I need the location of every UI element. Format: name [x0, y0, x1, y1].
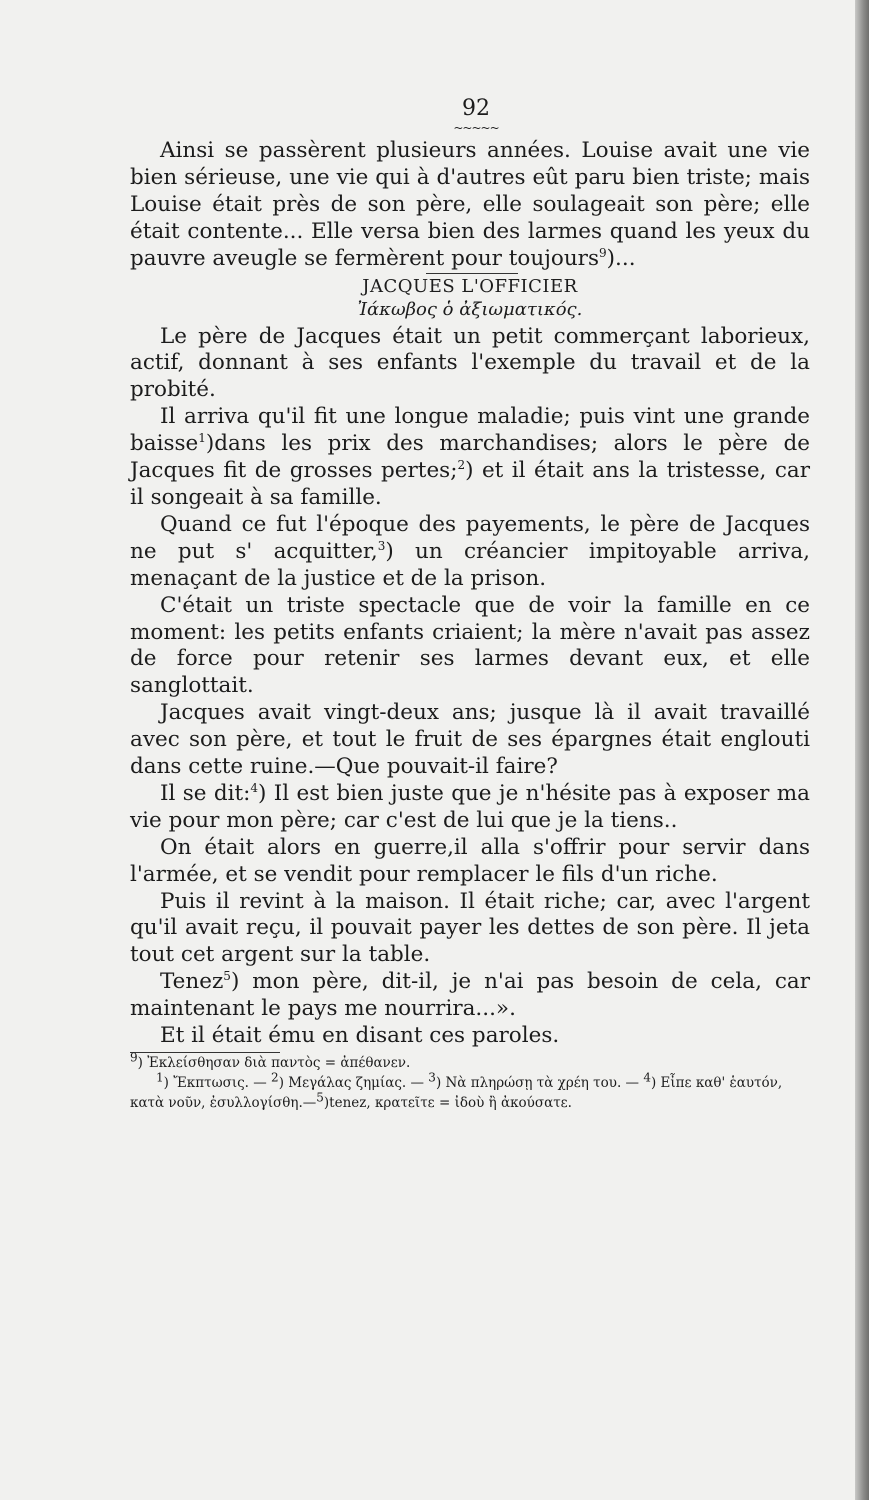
paragraph-text: Quand ce fut l'époque des payements, le père de Jacques ne put s' acquitter,	[130, 511, 810, 564]
section-rule	[426, 273, 518, 274]
section-title: JACQUES L'OFFICIER	[362, 275, 578, 297]
paragraph-text: Il se dit:	[160, 780, 251, 806]
paragraph	[130, 1023, 810, 1050]
footnote-mark: 5	[316, 1090, 324, 1105]
footnote-mark: 3	[428, 1070, 436, 1085]
paragraph	[130, 593, 810, 701]
footnote-text: ) Ἔκπτωσις. —	[163, 1075, 272, 1091]
opening-paragraph	[130, 138, 810, 273]
paragraph-text: ) et il était ans la tristesse, car il songeait à sa famille.	[130, 458, 810, 510]
footnote-text: ) Ἐκλείσθησαν διὰ παντὸς = ἀπέθανεν.	[137, 1055, 411, 1071]
paragraph	[130, 404, 810, 512]
paragraph-text: )dans les prix des marchandises; alors le père de Jacques fit de grosses pertes;	[130, 431, 810, 484]
footnote-ref: 4	[250, 780, 259, 795]
paragraph-text: Et il était ému en disant ces paroles.	[160, 1023, 560, 1049]
footnote-ref: 9	[599, 245, 607, 260]
footnote-mark: 4	[643, 1070, 651, 1085]
footnote-text: ) Νὰ πληρώσῃ τὰ χρέη του. —	[435, 1075, 644, 1091]
footnote-text: ) Μεγάλας ζημίας. —	[278, 1075, 429, 1091]
paragraph-text: ) Il est bien juste que je n'hésite pas à exposer ma vie pour mon père; car c'est de lui que je la tiens..	[130, 780, 810, 833]
paragraph	[130, 324, 810, 405]
paragraph-text: Jacques avait vingt-deux ans; jusque là il avait travaillé avec son père, et tout le fruit de ses épargnes était englouti dans cette ruine.—Que pouvait-il faire?	[130, 700, 810, 780]
page-content	[130, 96, 810, 1113]
footnote-text: ) Εἶπε καθ' ἑαυτόν, κατὰ νοῦν, ἐσυλλογίσθη.—	[130, 1075, 783, 1111]
section-greek-title: Ἰάκωβος ὁ ἀξιωματικός.	[357, 298, 583, 320]
opening-text: Ainsi se passèrent plusieurs années. Louise avait une vie bien sérieuse, une vie qui à d'autres eût paru bien triste; mais Louise était près de son père, elle soulageait son père; elle était contente... Elle versa bien des larmes quand les yeux du pauvre aveugle se fermèrent pour toujours	[130, 138, 810, 271]
book-spine-edge	[855, 0, 869, 1500]
paragraph	[130, 512, 810, 593]
footnote-mark: 9	[130, 1050, 138, 1065]
footnote-ref: 5	[223, 969, 231, 984]
footnote-ref: 1	[198, 431, 206, 445]
footnote-glossary	[130, 1070, 810, 1113]
paragraph-text: Puis il revint à la maison. Il était riche; car, avec l'argent qu'il avait reçu, il pouvait payer les dettes de son père. Il jeta tout cet argent sur la table.	[130, 888, 810, 968]
footnote-ref: 3	[377, 538, 386, 553]
paragraph-text: On était alors en guerre,il alla s'offrir pour servir dans l'armée, et se vendit pour remplacer le fils d'un riche.	[130, 834, 810, 887]
footnote-first	[130, 1050, 810, 1073]
paragraph-text: Tenez	[160, 969, 224, 995]
paragraph-text: Il arriva qu'il fit une longue maladie; puis vint une grande baisse	[130, 404, 810, 457]
paragraph	[130, 969, 810, 1023]
paragraph	[130, 781, 810, 835]
paragraph	[130, 700, 810, 781]
paragraph	[130, 889, 810, 970]
footnote-text: )tenez, κρατεῖτε = ἰδοὺ ἢ ἀκούσατε.	[323, 1095, 572, 1111]
paragraph-text: Le père de Jacques était un petit commerçant laborieux, actif, donnant à ses enfants l'exemple du travail et de la probité.	[130, 323, 810, 403]
paragraph-text: ) mon père, dit-il, je n'ai pas besoin de cela, car maintenant le pays me nourrira...».	[130, 969, 810, 1022]
page-number-ornament: ~~~~~	[453, 121, 499, 135]
paragraph	[130, 835, 810, 889]
opening-text-end: )...	[606, 245, 636, 271]
footnote-mark: 1	[156, 1070, 164, 1085]
paragraph-text: ) un créancier impitoyable arriva, menaçant de la justice et de la prison.	[130, 538, 810, 591]
footnote-ref: 2	[457, 457, 466, 472]
paragraph-text: C'était un triste spectacle que de voir la famille en ce moment: les petits enfants criaient; la mère n'avait pas assez de force pour retenir ses larmes devant eux, et elle sanglottait.	[130, 592, 810, 699]
page-number: 92	[462, 96, 490, 121]
footnote-mark: 2	[271, 1070, 279, 1085]
